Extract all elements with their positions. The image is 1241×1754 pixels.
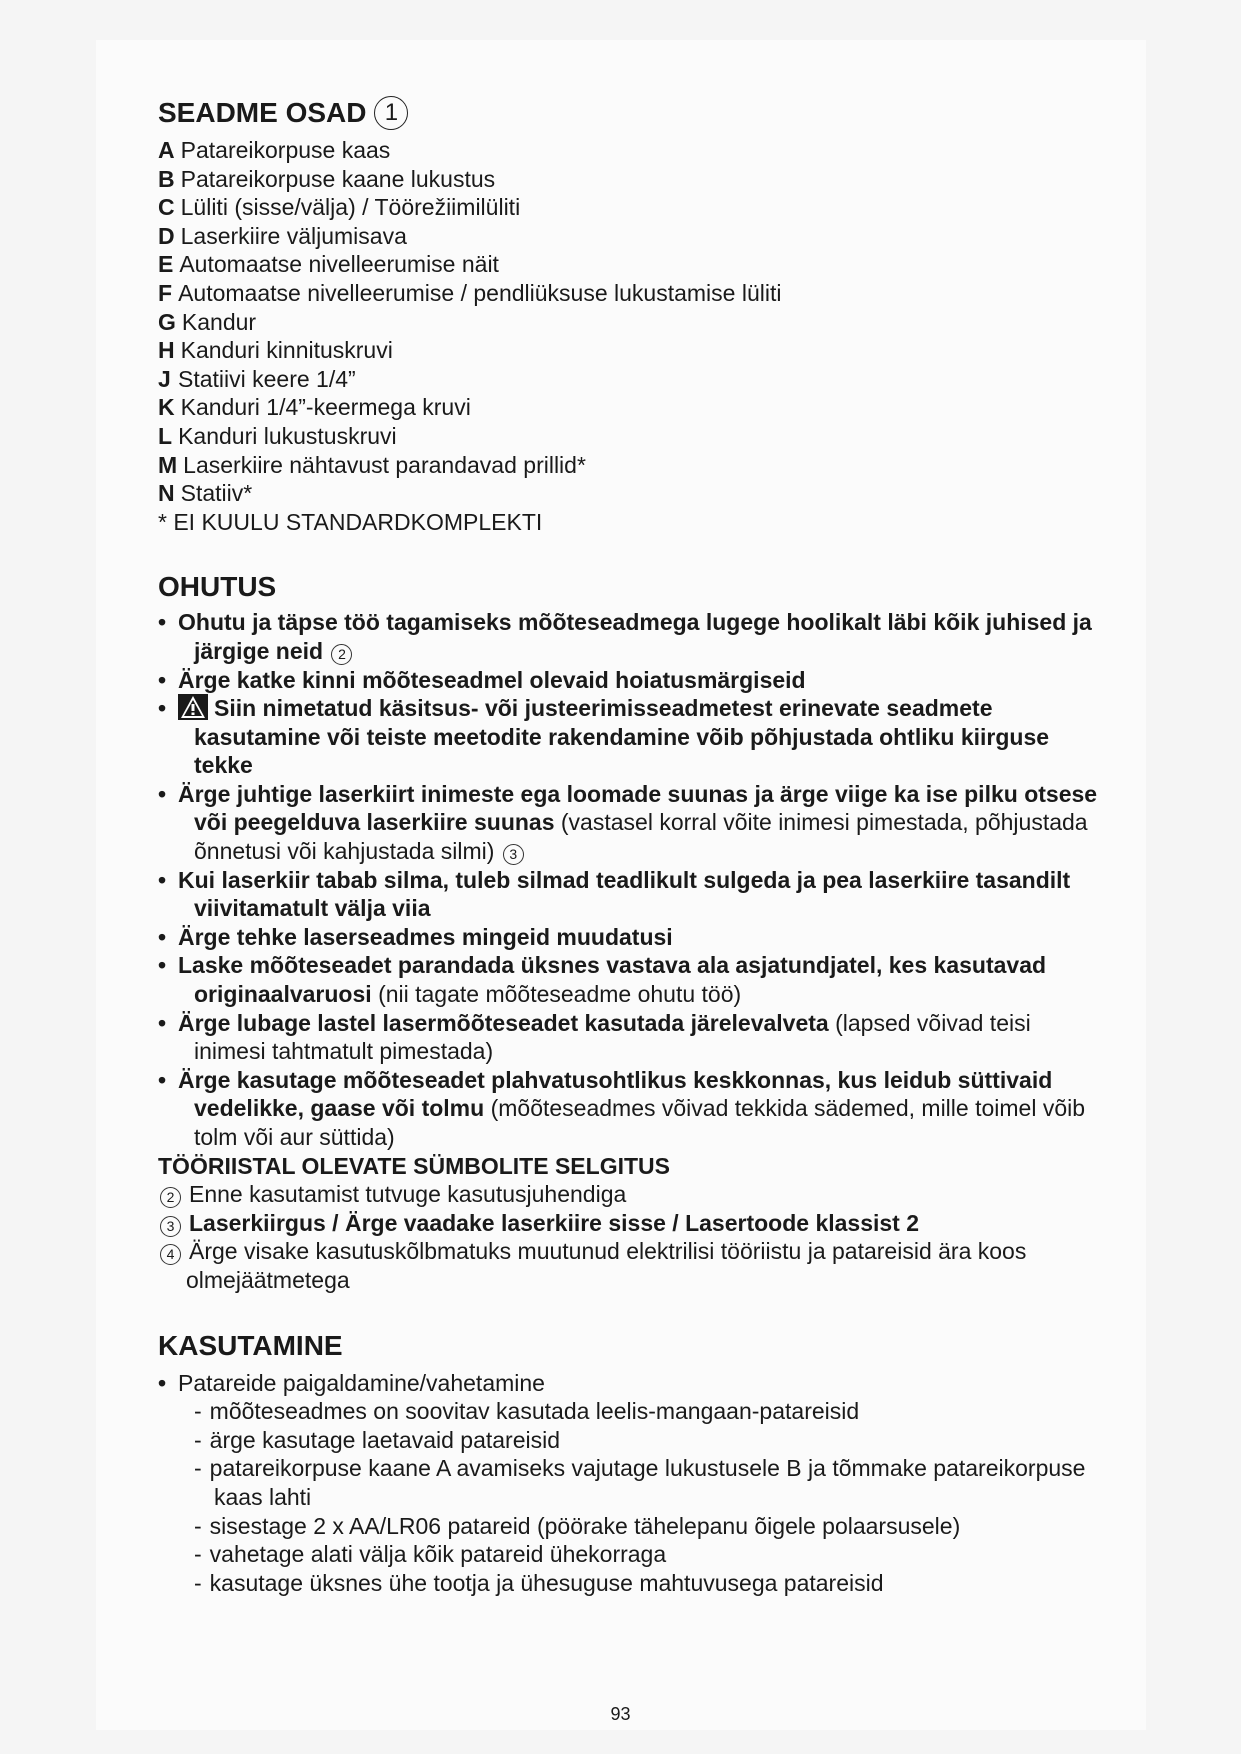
parts-title: SEADME OSAD [158, 97, 367, 128]
symbol-ref-badge: 3 [160, 1216, 181, 1237]
symbols-list [158, 1180, 1098, 1294]
document-body [158, 96, 1098, 1597]
list-item: • Ohutu ja täpse töö tagamiseks mõõteseadmega lugege hoolikalt läbi kõik juhised ja järgige neid 2 [158, 608, 1098, 665]
list-item: • Ärge tehke laserseadmes mingeid muudatusi [158, 923, 1098, 952]
warning-triangle-icon [178, 694, 208, 720]
list-item: 4 Ärge visake kasutuskõlbmatuks muutunud elektrilisi tööriistu ja patareisid ära koos olmejäätmetega [158, 1237, 1098, 1294]
list-item: • Ärge lubage lastel lasermõõteseadet kasutada järelevalveta (lapsed võivad teisi inimesi tahtmatult pimestada) [158, 1009, 1098, 1066]
list-item: - patareikorpuse kaane A avamiseks vajutage lukustusele B ja tõmmake patareikorpuse kaas lahti [194, 1454, 1098, 1511]
list-item: - vahetage alati välja kõik patareid ühekorraga [194, 1540, 1098, 1569]
list-item: • Ärge kasutage mõõteseadet plahvatusohtlikus keskkonnas, kus leidub süttivaid vedelikke, gaase või tolmu (mõõteseadmes võivad tekkida sädemed, mille toimel võib tolm või aur süttida) [158, 1066, 1098, 1152]
safety-heading: OHUTUS [158, 571, 277, 603]
usage-list [158, 1369, 1098, 1398]
list-item: - kasutage üksnes ühe tootja ja ühesuguse mahtuvusega patareisid [194, 1569, 1098, 1598]
list-item: • Siin nimetatud käsitsus- või justeerimisseadmetest erinevate seadmete kasutamine või teiste meetodite rakendamine võib põhjustada ohtliku kiirguse tekke [158, 694, 1098, 780]
list-item: 3 Laserkiirgus / Ärge vaadake laserkiire sisse / Lasertoode klassist 2 [158, 1209, 1098, 1238]
list-item: J Statiivi keere 1/4” [158, 365, 356, 392]
list-item: H Kanduri kinnituskruvi [158, 337, 393, 364]
parts-list [158, 136, 1098, 536]
list-item: • Ärge juhtige laserkiirt inimeste ega loomade suunas ja ärge viige ka ise pilku otsese või peegelduva laserkiire suunas (vastasel korral võite inimesi pimestada, põhjustada õnnetusi või kahjustada silmi) 3 [158, 780, 1098, 866]
list-item: G Kandur [158, 308, 257, 335]
parts-footnote: * EI KUULU STANDARDKOMPLEKTI [158, 508, 543, 535]
symbol-ref-badge: 4 [160, 1244, 181, 1265]
list-item: • Kui laserkiir tabab silma, tuleb silmad teadlikult sulgeda ja pea laserkiire tasandilt viivitamatult välja viia [158, 866, 1098, 923]
symbol-ref-badge: 2 [331, 644, 352, 665]
parts-heading [158, 96, 1098, 130]
list-item: F Automaatse nivelleerumise / pendliüksuse lukustamise lüliti [158, 279, 782, 306]
list-item: L Kanduri lukustuskruvi [158, 422, 397, 449]
list-item: K Kanduri 1/4”-keermega kruvi [158, 394, 471, 421]
list-item: - ärge kasutage laetavaid patareisid [194, 1426, 1098, 1455]
usage-heading: KASUTAMINE [158, 1329, 343, 1361]
list-item: 2 Enne kasutamist tutvuge kasutusjuhendiga [158, 1180, 1098, 1209]
list-item: - sisestage 2 x AA/LR06 patareid (pöörake tähelepanu õigele polaarsusele) [194, 1512, 1098, 1541]
symbol-ref-badge: 2 [160, 1187, 181, 1208]
list-item: C Lüliti (sisse/välja) / Töörežiimilüliti [158, 194, 521, 221]
list-item: N Statiiv* [158, 480, 253, 507]
list-item: • Ärge katke kinni mõõteseadmel olevaid hoiatusmärgiseid [158, 666, 1098, 695]
usage-sublist [158, 1397, 1098, 1597]
list-item: - mõõteseadmes on soovitav kasutada leelis-mangaan-patareisid [194, 1397, 1098, 1426]
page-number: 93 [610, 1704, 631, 1724]
list-item: D Laserkiire väljumisava [158, 222, 407, 249]
symbols-heading: TÖÖRIISTAL OLEVATE SÜMBOLITE SELGITUS [158, 1152, 670, 1179]
safety-list [158, 608, 1098, 1151]
list-item: A Patareikorpuse kaas [158, 137, 391, 163]
list-item: • Patareide paigaldamine/vahetamine [158, 1369, 1098, 1398]
list-item: B Patareikorpuse kaane lukustus [158, 165, 496, 192]
symbol-ref-badge: 3 [503, 844, 524, 865]
list-item: M Laserkiire nähtavust parandavad prillid* [158, 451, 586, 478]
list-item: • Laske mõõteseadet parandada üksnes vastava ala asjatundjatel, kes kasutavad originaalvaruosi (nii tagate mõõteseadme ohutu töö) [158, 951, 1098, 1008]
list-item: E Automaatse nivelleerumise näit [158, 251, 499, 278]
figure-number-badge: 1 [374, 96, 408, 130]
